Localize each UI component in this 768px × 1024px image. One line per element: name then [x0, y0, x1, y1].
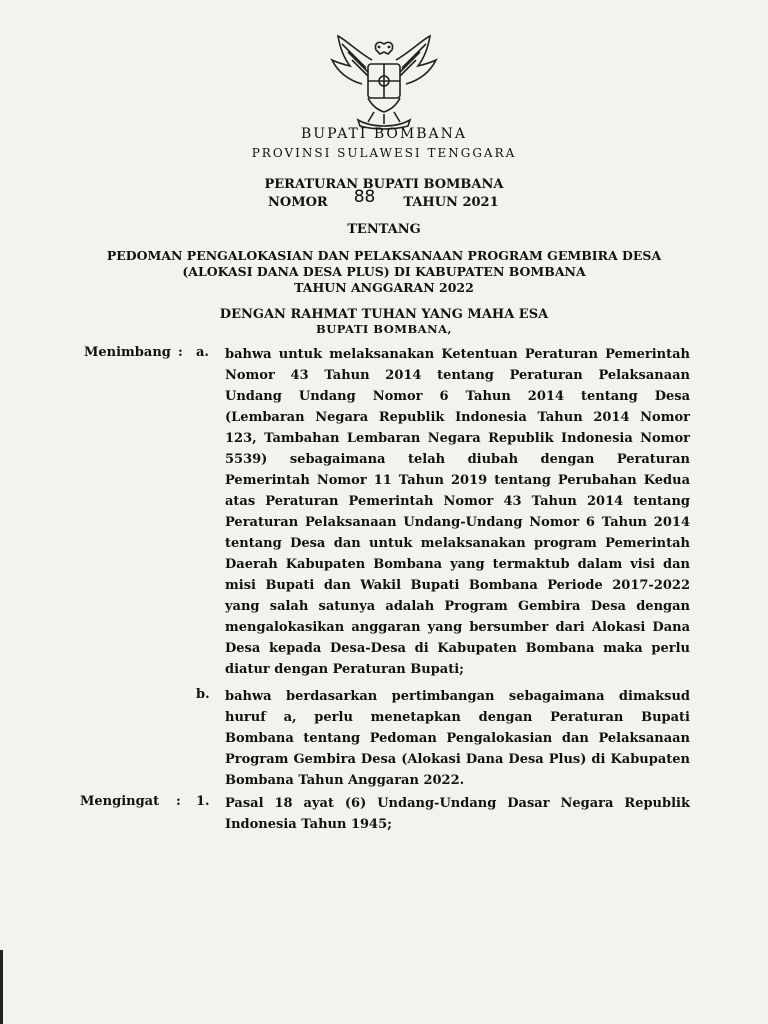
text-line: diatur dengan Peraturan Bupati; — [225, 662, 464, 677]
menimbang-item-b — [225, 686, 690, 791]
text-line: Bombana Tahun Anggaran 2022. — [225, 773, 465, 788]
text-line: 123, Tambahan Lembaran Negara Republik Indonesia Nomor — [225, 431, 690, 446]
text-line: bahwa untuk melaksanakan Ketentuan Peraturan Pemerintah — [225, 347, 690, 362]
text-line: (Lembaran Negara Republik Indonesia Tahun 2014 Nomor — [225, 410, 690, 425]
text-line: misi Bupati dan Wakil Bupati Bombana Periode 2017-2022 — [225, 578, 690, 593]
text-line: 5539) sebagaimana telah diubah dengan Peraturan — [225, 452, 690, 467]
subject-line: PEDOMAN PENGALOKASIAN DAN PELAKSANAAN PROGRAM GEMBIRA DESA — [106, 248, 662, 263]
item-marker: a. — [196, 345, 209, 360]
item-marker: 1. — [196, 794, 210, 809]
scan-edge-mark — [0, 950, 3, 1024]
tentang-heading: TENTANG — [347, 222, 421, 237]
item-marker: b. — [196, 687, 210, 702]
menimbang-label: Menimbang — [84, 345, 171, 360]
bupati-line: BUPATI BOMBANA, — [315, 322, 453, 336]
text-line: Pemerintah Nomor 11 Tahun 2019 tentang Perubahan Kedua — [225, 473, 690, 488]
regent-title: BUPATI BOMBANA — [300, 126, 467, 142]
text-line: tentang Desa dan untuk melaksanakan program Pemerintah — [225, 536, 690, 551]
nomor-value: 88 — [353, 187, 376, 207]
text-line: bahwa berdasarkan pertimbangan sebagaimana dimaksud — [225, 689, 690, 704]
text-line: Desa kepada Desa-Desa di Kabupaten Bombana maka perlu — [225, 641, 690, 656]
nomor-label: NOMOR — [268, 195, 328, 210]
mengingat-label: Mengingat — [80, 794, 160, 809]
text-line: Bombana tentang Pedoman Pengalokasian dan Pelaksanaan — [225, 731, 690, 746]
subject-line: (ALOKASI DANA DESA PLUS) DI KABUPATEN BOMBANA — [182, 264, 586, 279]
garuda-emblem-icon — [328, 30, 440, 130]
mengingat-item-1 — [225, 793, 690, 835]
text-line: Daerah Kabupaten Bombana yang termaktub dalam visi dan — [225, 557, 690, 572]
text-line: Indonesia Tahun 1945; — [225, 817, 392, 832]
province-name: PROVINSI SULAWESI TENGGARA — [251, 146, 517, 160]
text-line: Pasal 18 ayat (6) Undang-Undang Dasar Negara Republik — [225, 796, 690, 811]
text-line: Program Gembira Desa (Alokasi Dana Desa Plus) di Kabupaten — [225, 752, 690, 767]
rahmat-line: DENGAN RAHMAT TUHAN YANG MAHA ESA — [219, 307, 549, 322]
subject-line: TAHUN ANGGARAN 2022 — [294, 280, 474, 295]
tahun-label: TAHUN 2021 — [403, 195, 499, 210]
menimbang-colon: : — [178, 345, 183, 360]
text-line: Nomor 43 Tahun 2014 tentang Peraturan Pelaksanaan — [225, 368, 690, 383]
text-line: atas Peraturan Pemerintah Nomor 43 Tahun 2014 tentang — [225, 494, 690, 509]
text-line: Peraturan Pelaksanaan Undang-Undang Nomor 6 Tahun 2014 — [225, 515, 690, 530]
regulation-title: PERATURAN BUPATI BOMBANA — [264, 177, 504, 192]
text-line: Undang Undang Nomor 6 Tahun 2014 tentang Desa — [225, 389, 690, 404]
text-line: mengalokasikan anggaran yang bersumber dari Alokasi Dana — [225, 620, 690, 635]
text-line: yang salah satunya adalah Program Gembira Desa dengan — [225, 599, 690, 614]
regulation-number-line — [268, 187, 499, 211]
menimbang-item-a — [225, 344, 690, 680]
mengingat-colon: : — [176, 794, 181, 809]
text-line: huruf a, perlu menetapkan dengan Peraturan Bupati — [225, 710, 690, 725]
